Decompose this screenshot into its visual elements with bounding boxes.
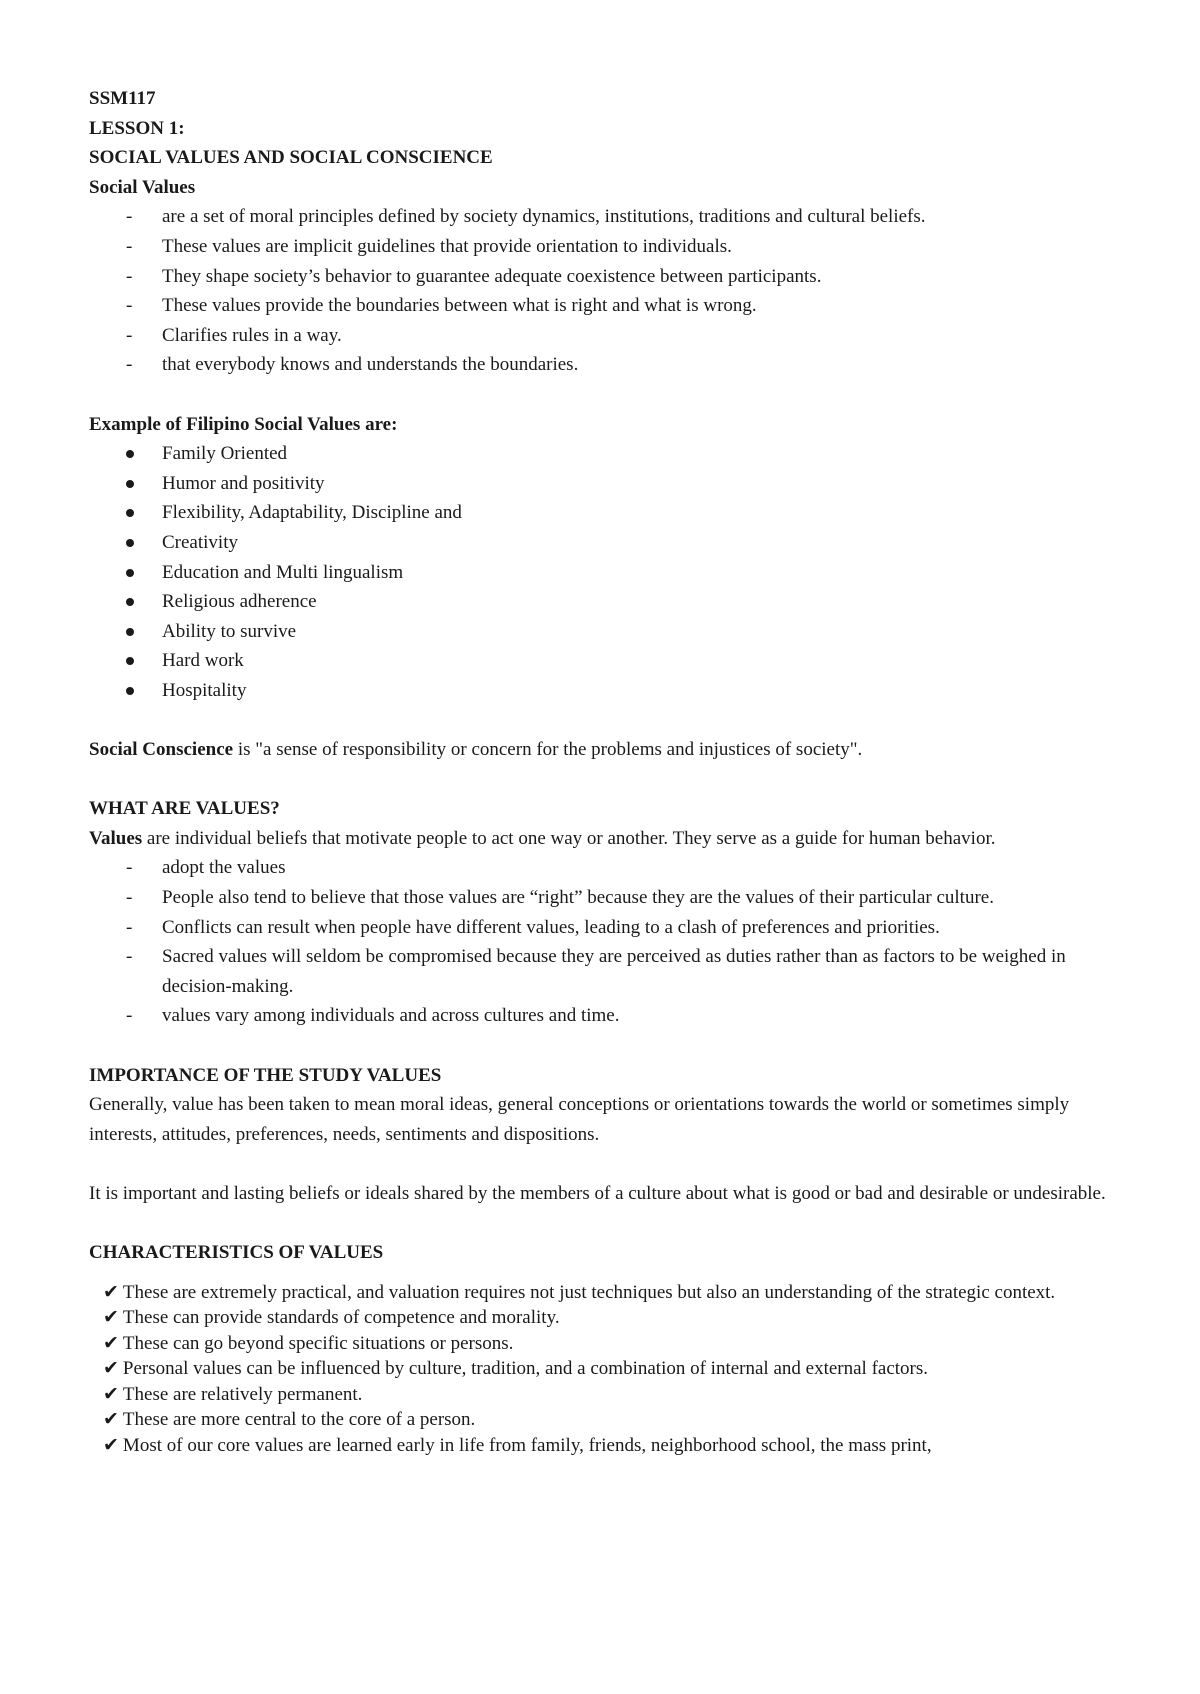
checkmark-icon: ✔: [103, 1307, 119, 1329]
checkmark-icon: ✔: [103, 1332, 119, 1354]
social-conscience-text: is "a sense of responsibility or concern for the problems and injustices of society".: [233, 739, 863, 761]
filipino-values-heading: Example of Filipino Social Values are:: [89, 413, 398, 435]
list-item: - adopt the values: [89, 853, 1140, 883]
list-item: Creativity: [89, 528, 1140, 558]
social-values-list: [89, 202, 1140, 380]
list-item: - that everybody knows and understands the boundaries.: [89, 350, 1140, 380]
list-item-text: Personal values can be influenced by culture, tradition, and a combination of internal and external factors.: [122, 1358, 929, 1380]
values-text: are individual beliefs that motivate people to act one way or another. They serve as a guide for human behavior.: [142, 827, 996, 849]
list-item: [103, 1382, 1140, 1408]
social-conscience-definition: [89, 735, 1140, 765]
list-item-text: Most of our core values are learned early in life from family, friends, neighborhood school, the mass print,: [122, 1434, 932, 1456]
characteristics-heading: CHARACTERISTICS OF VALUES: [89, 1242, 384, 1264]
importance-heading: IMPORTANCE OF THE STUDY VALUES: [89, 1064, 442, 1086]
list-item-text: These are more central to the core of a person.: [122, 1409, 476, 1431]
list-item: Hospitality: [89, 676, 1140, 706]
list-item: Family Oriented: [89, 439, 1140, 469]
list-item: - These values are implicit guidelines that provide orientation to individuals.: [89, 232, 1140, 262]
list-item: - values vary among individuals and across cultures and time.: [89, 1001, 1140, 1031]
filipino-values-list: [89, 439, 1140, 705]
list-item-text: These are relatively permanent.: [122, 1383, 363, 1405]
importance-paragraph-2: It is important and lasting beliefs or ideals shared by the members of a culture about what is good or bad and desirable or undesirable.: [89, 1182, 1106, 1204]
list-item: - Conflicts can result when people have different values, leading to a clash of preferences and priorities.: [89, 913, 1140, 943]
list-item: Flexibility, Adaptability, Discipline and: [89, 498, 1140, 528]
list-item-text: These are extremely practical, and valuation requires not just techniques but also an understanding of the strategic context.: [122, 1281, 1056, 1303]
checkmark-icon: ✔: [103, 1434, 119, 1456]
lesson-label: LESSON 1:: [89, 117, 185, 139]
characteristics-list: [89, 1280, 1140, 1459]
list-item: [103, 1356, 1140, 1382]
lesson-title: SOCIAL VALUES AND SOCIAL CONSCIENCE: [89, 147, 493, 169]
list-item: - These values provide the boundaries between what is right and what is wrong.: [89, 291, 1140, 321]
checkmark-icon: ✔: [103, 1281, 119, 1303]
values-term: Values: [89, 827, 143, 849]
list-item: [103, 1305, 1140, 1331]
list-item: [103, 1407, 1140, 1433]
list-item-text: These can go beyond specific situations or persons.: [122, 1332, 514, 1354]
list-item: [103, 1433, 1140, 1459]
checkmark-icon: ✔: [103, 1358, 119, 1380]
list-item: [103, 1280, 1140, 1306]
what-are-values-heading: WHAT ARE VALUES?: [89, 798, 280, 820]
list-item: Humor and positivity: [89, 469, 1140, 499]
list-item: - Clarifies rules in a way.: [89, 321, 1140, 351]
list-item: - They shape society’s behavior to guarantee adequate coexistence between participants.: [89, 262, 1140, 292]
list-item: [103, 1331, 1140, 1357]
values-list: [89, 853, 1140, 1031]
list-item: - Sacred values will seldom be compromised because they are perceived as duties rather than as factors to be weighed in decision-making.: [89, 942, 1140, 1001]
social-values-heading: Social Values: [89, 176, 196, 198]
course-code: SSM117: [89, 88, 156, 109]
list-item-text: These can provide standards of competence and morality.: [122, 1307, 560, 1329]
checkmark-icon: ✔: [103, 1383, 119, 1405]
list-item: Ability to survive: [89, 617, 1140, 647]
importance-paragraph-1: Generally, value has been taken to mean moral ideas, general conceptions or orientations towards the world or sometimes simply interests, attitudes, preferences, needs, sentiments and dispositions.: [89, 1094, 1070, 1145]
social-conscience-term: Social Conscience: [89, 739, 234, 761]
list-item: Religious adherence: [89, 587, 1140, 617]
list-item: - are a set of moral principles defined by society dynamics, institutions, traditions and cultural beliefs.: [89, 202, 1140, 232]
checkmark-icon: ✔: [103, 1409, 119, 1431]
list-item: Hard work: [89, 646, 1140, 676]
list-item: Education and Multi lingualism: [89, 558, 1140, 588]
values-definition: [89, 824, 1140, 854]
list-item: - People also tend to believe that those values are “right” because they are the values of their particular culture.: [89, 883, 1140, 913]
